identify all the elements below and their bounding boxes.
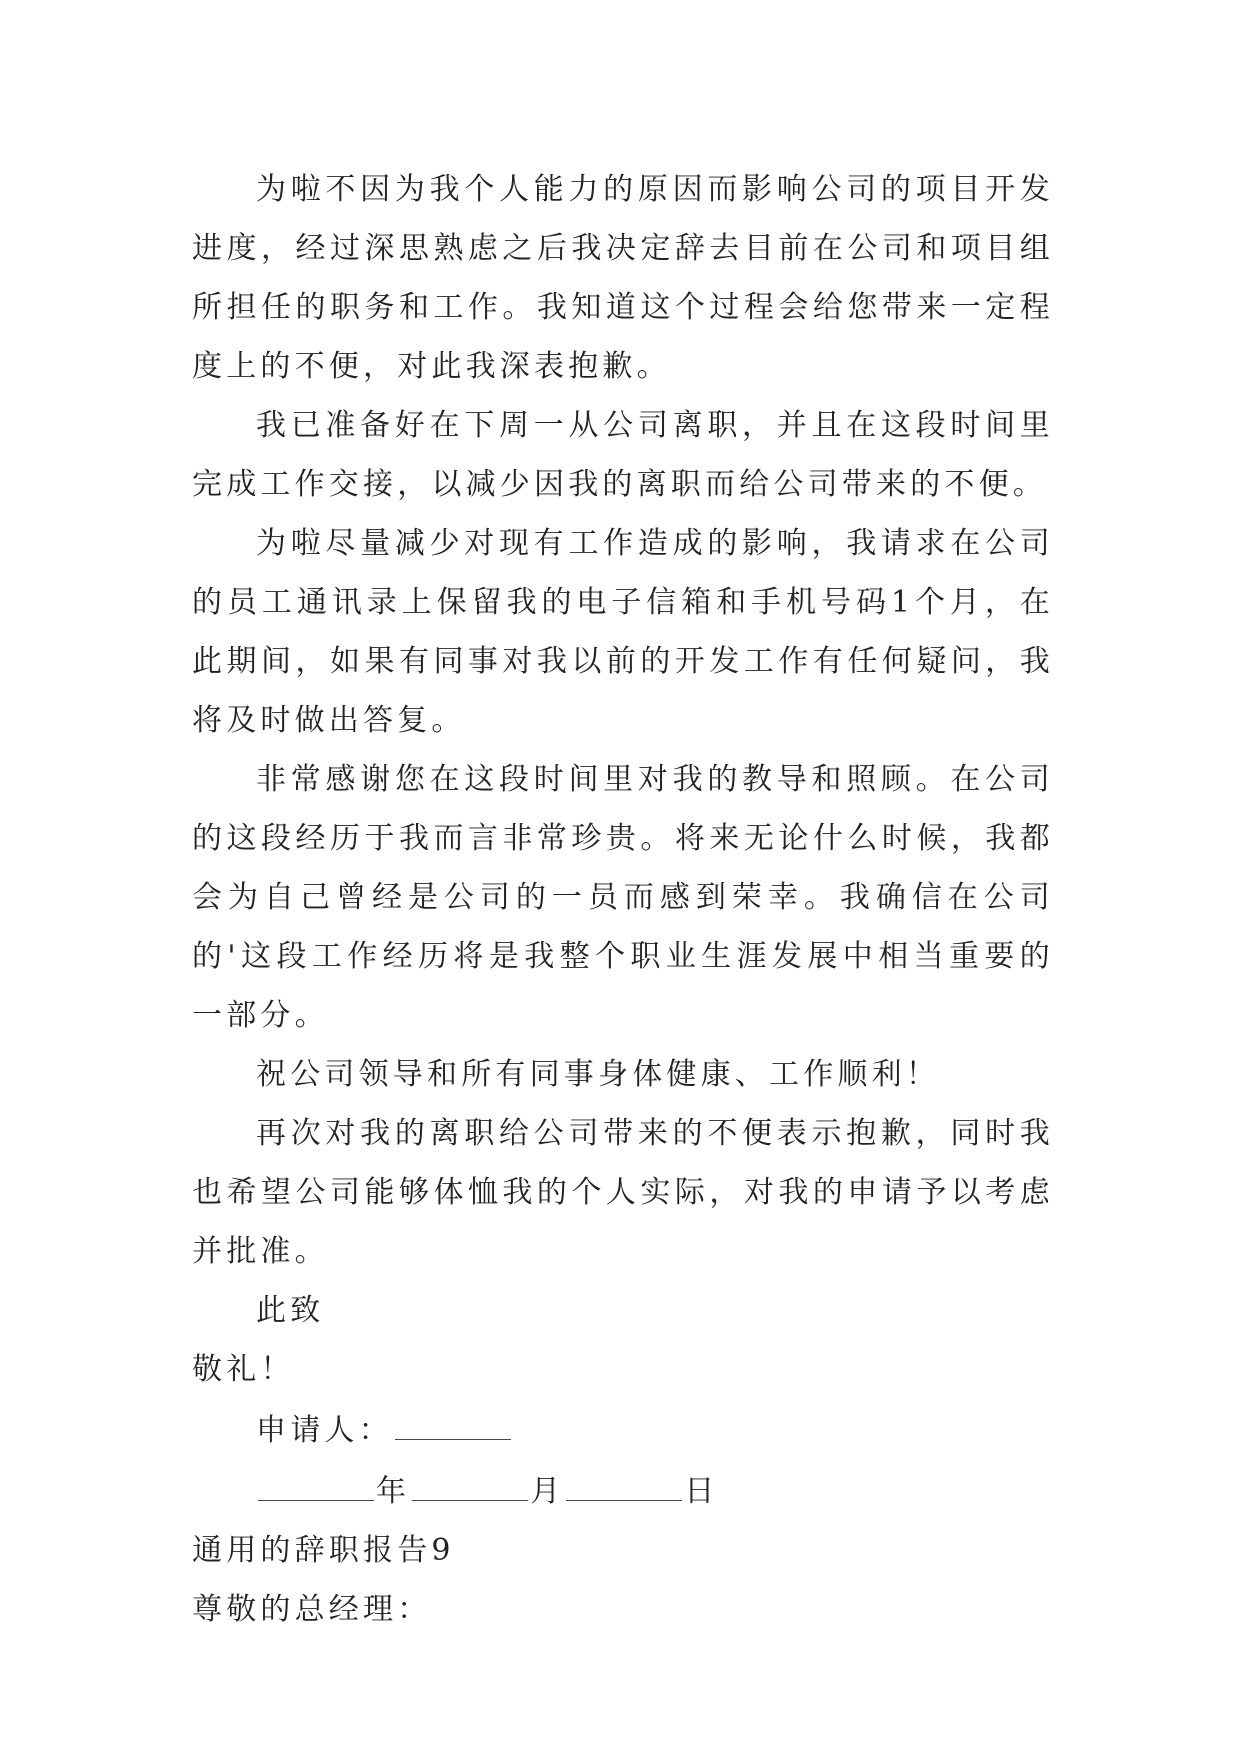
day-label: 日 [684,1474,719,1509]
salute-line: 敬礼！ [192,1352,295,1387]
day-blank [566,1460,682,1501]
paragraph-5: 祝公司领导和所有同事身体健康、工作顺利！ [256,1057,940,1092]
next-section-greeting: 尊敬的总经理： [192,1592,432,1627]
paragraph-1: 为啦不因为我个人能力的原因而影响公司的项目开发进度，经过深思熟虑之后我决定辞去目前在公司和项目组所担任的职务和工作。我知道这个过程会给您带来一定程度上的不便，对此我深表抱歉。 [192,172,1054,384]
document-body [192,160,1054,1639]
date-line [192,1460,1054,1521]
closing-line: 此致 [256,1293,325,1328]
year-label: 年 [376,1474,411,1509]
next-section-title: 通用的辞职报告9 [192,1533,455,1568]
paragraph-6: 再次对我的离职给公司带来的不便表示抱歉，同时我也希望公司能够体恤我的个人实际，对我的申请予以考虑并批准。 [192,1116,1054,1269]
month-label: 月 [530,1474,565,1509]
applicant-label: 申请人： [256,1413,393,1448]
applicant-line [192,1399,1054,1460]
paragraph-4: 非常感谢您在这段时间里对我的教导和照顾。在公司的这段经历于我而言非常珍贵。将来无论什么时候，我都会为自己曾经是公司的一员而感到荣幸。我确信在公司的'这段工作经历将是我整个职业生涯发展中相当重要的一部分。 [192,762,1054,1033]
year-blank [258,1460,374,1501]
paragraph-2: 我已准备好在下周一从公司离职，并且在这段时间里完成工作交接，以减少因我的离职而给公司带来的不便。 [192,408,1054,502]
paragraph-3: 为啦尽量减少对现有工作造成的影响，我请求在公司的员工通讯录上保留我的电子信箱和手机号码1个月，在此期间，如果有同事对我以前的开发工作有任何疑问，我将及时做出答复。 [192,526,1054,738]
month-blank [412,1460,528,1501]
applicant-blank [395,1399,511,1440]
